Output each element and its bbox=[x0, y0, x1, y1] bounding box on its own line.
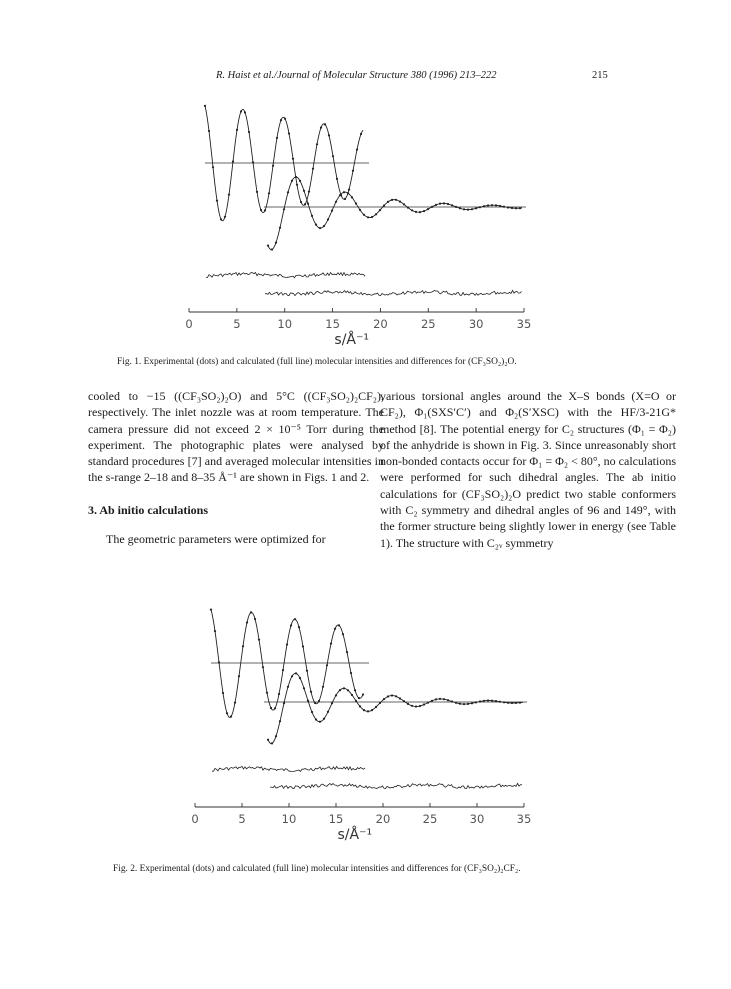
axis-tick-label: 20 bbox=[373, 317, 388, 331]
axis-tick-label: 35 bbox=[516, 812, 532, 826]
difference-curve-long-range bbox=[206, 273, 365, 278]
axis-label: s/Å⁻¹ bbox=[337, 827, 373, 843]
figure-2-caption: Fig. 2. Experimental (dots) and calculated (full line) molecular intensities and differences for (CF₃SO₂)₂CF₂. bbox=[113, 864, 521, 874]
axis-tick-label: 5 bbox=[233, 317, 241, 331]
axis-tick-label: 30 bbox=[468, 317, 484, 331]
page-number: 215 bbox=[592, 70, 608, 81]
axis-tick-label: 0 bbox=[185, 317, 193, 331]
figure-2 bbox=[0, 590, 731, 890]
axis-tick-label: 15 bbox=[325, 317, 340, 331]
left-column bbox=[88, 388, 384, 547]
difference-curve-short-range bbox=[265, 290, 522, 295]
right-paragraph-1: various torsional angles around the X–S bonds (X=O or CF₂), Φ₁(SXS′C′) and Φ₂(S′XSC) with the HF/3-21G* method [8]. The potential energy for C₂ structures (Φ₁ = Φ₂) of the anhydride is shown in Fig. 3. Since unreasonably short non-bonded contacts occur for Φ₁ = Φ₂ < 80°, no calculations were performed for such dihedral angles. The ab initio calculations for (CF₃SO₂)₂O predict two stable conformers with C₂ symmetry and dihedral angles of 96 and 149°, with the former structure being slightly lower in energy (see Table 1). The structure with C₂ᵥ symmetry bbox=[380, 389, 676, 550]
figure-2-plot bbox=[0, 590, 731, 890]
short-range-calculated-curve bbox=[268, 673, 523, 743]
axis-tick-label: 20 bbox=[375, 812, 391, 826]
short-range-calculated-curve bbox=[268, 177, 522, 250]
axis-tick-label: 10 bbox=[277, 317, 293, 331]
figure-1 bbox=[0, 0, 731, 380]
axis-tick-label: 35 bbox=[516, 317, 532, 331]
axis-tick-label: 10 bbox=[281, 812, 297, 826]
axis-label: s/Å⁻¹ bbox=[334, 332, 370, 348]
axis-tick-label: 5 bbox=[238, 812, 246, 826]
figure-1-plot bbox=[0, 0, 731, 380]
axis-tick-label: 0 bbox=[191, 812, 199, 826]
section-heading: 3. Ab initio calculations bbox=[88, 502, 209, 517]
axis-tick-label: 15 bbox=[328, 812, 344, 826]
axis-tick-label: 25 bbox=[422, 812, 438, 826]
axis-tick-label: 30 bbox=[469, 812, 485, 826]
right-column bbox=[380, 388, 676, 551]
left-paragraph-1: cooled to −15 ((CF₃SO₂)₂O) and 5°C ((CF₃SO₂)₂CF₂), respectively. The inlet nozzle was at room temperature. The camera pressure did not exceed 2 × 10⁻⁵ Torr during the experiment. The photographic plates were analysed by standard procedures [7] and averaged molecular intensities in the s-range 2–18 and 8–35 Å⁻¹ are shown in Figs. 1 and 2. bbox=[88, 389, 384, 485]
axis-tick-label: 25 bbox=[420, 317, 436, 331]
figure-1-caption: Fig. 1. Experimental (dots) and calculated (full line) molecular intensities and differences for (CF₃SO₂)₂O. bbox=[117, 357, 517, 367]
short-range-experimental-dots bbox=[267, 176, 521, 251]
long-range-calculated-curve bbox=[211, 610, 363, 718]
short-range-experimental-dots bbox=[267, 672, 521, 744]
difference-curve-long-range bbox=[212, 766, 365, 771]
left-paragraph-2: The geometric parameters were optimized for bbox=[106, 532, 326, 547]
journal-citation: R. Haist et al./Journal of Molecular Structure 380 (1996) 213–222 bbox=[216, 70, 497, 81]
difference-curve-short-range bbox=[270, 783, 522, 788]
